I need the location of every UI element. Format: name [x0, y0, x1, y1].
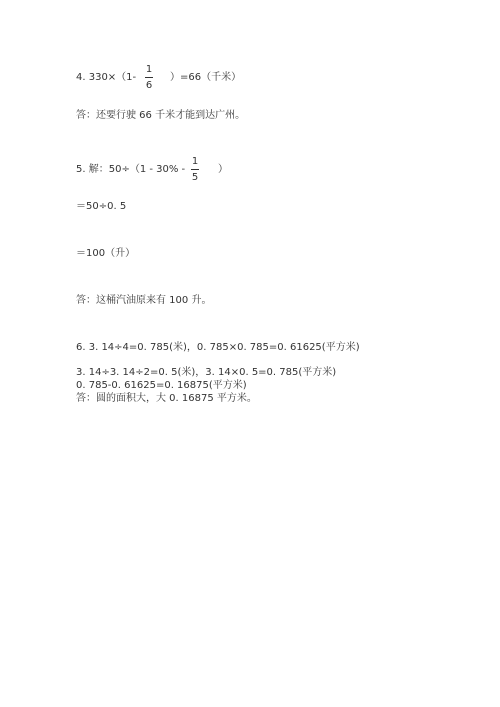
problem-5-step-2: ＝100（升） — [76, 248, 136, 259]
problem-5-expression-end: ） — [218, 164, 228, 175]
problem-5-answer: 答：这桶汽油原来有 100 升。 — [76, 295, 212, 306]
problem-5-step-1: ＝50÷0. 5 — [76, 201, 127, 212]
fraction-denominator: 6 — [145, 80, 153, 91]
problem-6-answer: 答：圆的面积大，大 0. 16875 平方米。 — [76, 393, 257, 404]
fraction-bar — [191, 169, 199, 170]
problem-4-expression-start: 4. 330×（1- — [76, 72, 137, 83]
fraction-denominator: 5 — [191, 172, 199, 183]
problem-5-fraction — [190, 156, 200, 183]
problem-4-answer: 答：还要行驶 66 千米才能到达广州。 — [76, 110, 246, 121]
problem-4-expression-end: ）=66（千米） — [170, 72, 242, 83]
problem-4-fraction — [144, 64, 154, 91]
fraction-bar — [145, 77, 153, 78]
problem-5-expression-start: 5. 解：50÷（1 - 30% - — [76, 164, 186, 175]
problem-6-line-2: 3. 14÷3. 14÷2=0. 5(米)，3. 14×0. 5=0. 785(平方米) — [76, 367, 337, 378]
problem-6-line-1: 6. 3. 14÷4=0. 785(米)，0. 785×0. 785=0. 61625(平方米) — [76, 342, 360, 353]
fraction-numerator: 1 — [191, 156, 199, 167]
problem-6-line-3: 0. 785-0. 61625=0. 16875(平方米) — [76, 380, 247, 391]
fraction-numerator: 1 — [145, 64, 153, 75]
